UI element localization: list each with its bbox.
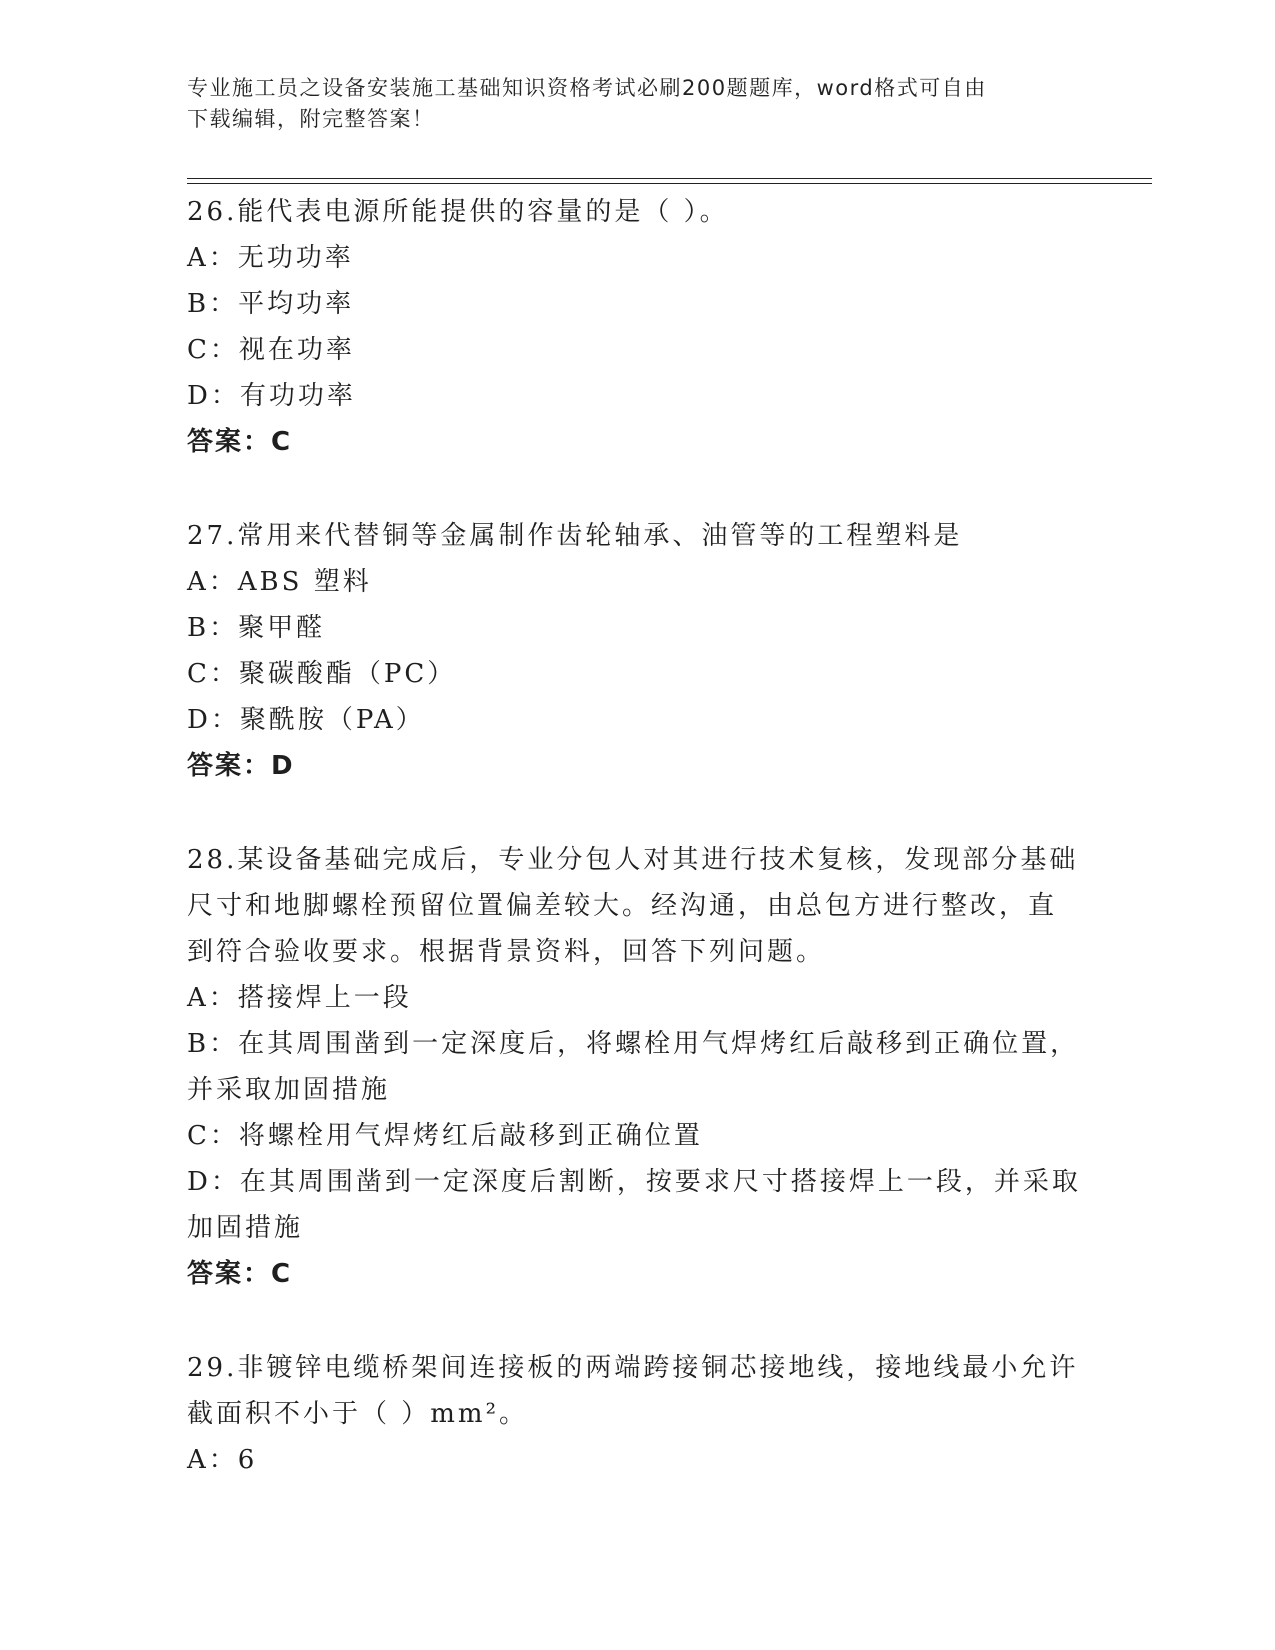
question-stem-line: 29.非镀锌电缆桥架间连接板的两端跨接铜芯接地线，接地线最小允许 [187,1353,1079,1383]
question-block [187,189,1087,465]
document-header [187,73,1067,135]
answer-option-line: A：无功功率 [187,243,354,273]
question-stem-line: 尺寸和地脚螺栓预留位置偏差较大。经沟通，由总包方进行整改，直 [187,891,1058,921]
answer-option-line: C：将螺栓用气焊烤红后敲移到正确位置 [187,1121,703,1151]
header-line-2: 下载编辑，附完整答案！ [187,107,435,131]
header-divider-top [187,178,1152,179]
question-spacer [187,465,1087,513]
answer-option-line: A：6 [187,1445,258,1475]
answer-option-line: A：ABS 塑料 [187,567,372,597]
answer-key: 答案：C [187,1259,293,1289]
question-spacer [187,1297,1087,1345]
answer-option-line: 加固措施 [187,1213,304,1243]
question-block [187,837,1087,1297]
answer-option-line: B：平均功率 [187,289,355,319]
answer-option-line: D：在其周围凿到一定深度后割断，按要求尺寸搭接焊上一段，并采取 [187,1167,1081,1197]
question-stem-line: 截面积不小于（ ）mm²。 [187,1399,528,1429]
question-block [187,513,1087,789]
answer-option-line: 并采取加固措施 [187,1075,391,1105]
question-list [187,189,1087,1483]
question-spacer [187,789,1087,837]
question-stem-line: 27.常用来代替铜等金属制作齿轮轴承、油管等的工程塑料是 [187,521,963,551]
answer-option-line: D：有功功率 [187,381,356,411]
question-stem-line: 26.能代表电源所能提供的容量的是（ ）。 [187,197,729,227]
answer-option-line: C：聚碳酸酯（PC） [187,659,457,689]
answer-option-line: D：聚酰胺（PA） [187,705,425,735]
answer-option-line: B：聚甲醛 [187,613,326,643]
question-block [187,1345,1087,1483]
answer-key: 答案：C [187,427,293,457]
header-line-1: 专业施工员之设备安装施工基础知识资格考试必刷200题题库，word格式可自由 [187,76,987,100]
answer-key: 答案：D [187,751,295,781]
question-stem-line: 28.某设备基础完成后，专业分包人对其进行技术复核，发现部分基础 [187,845,1079,875]
question-stem-line: 到符合验收要求。根据背景资料，回答下列问题。 [187,937,826,967]
answer-option-line: B：在其周围凿到一定深度后，将螺栓用气焊烤红后敲移到正确位置， [187,1029,1080,1059]
answer-option-line: C：视在功率 [187,335,355,365]
answer-option-line: A：搭接焊上一段 [187,983,412,1013]
header-divider-bottom [187,183,1152,184]
